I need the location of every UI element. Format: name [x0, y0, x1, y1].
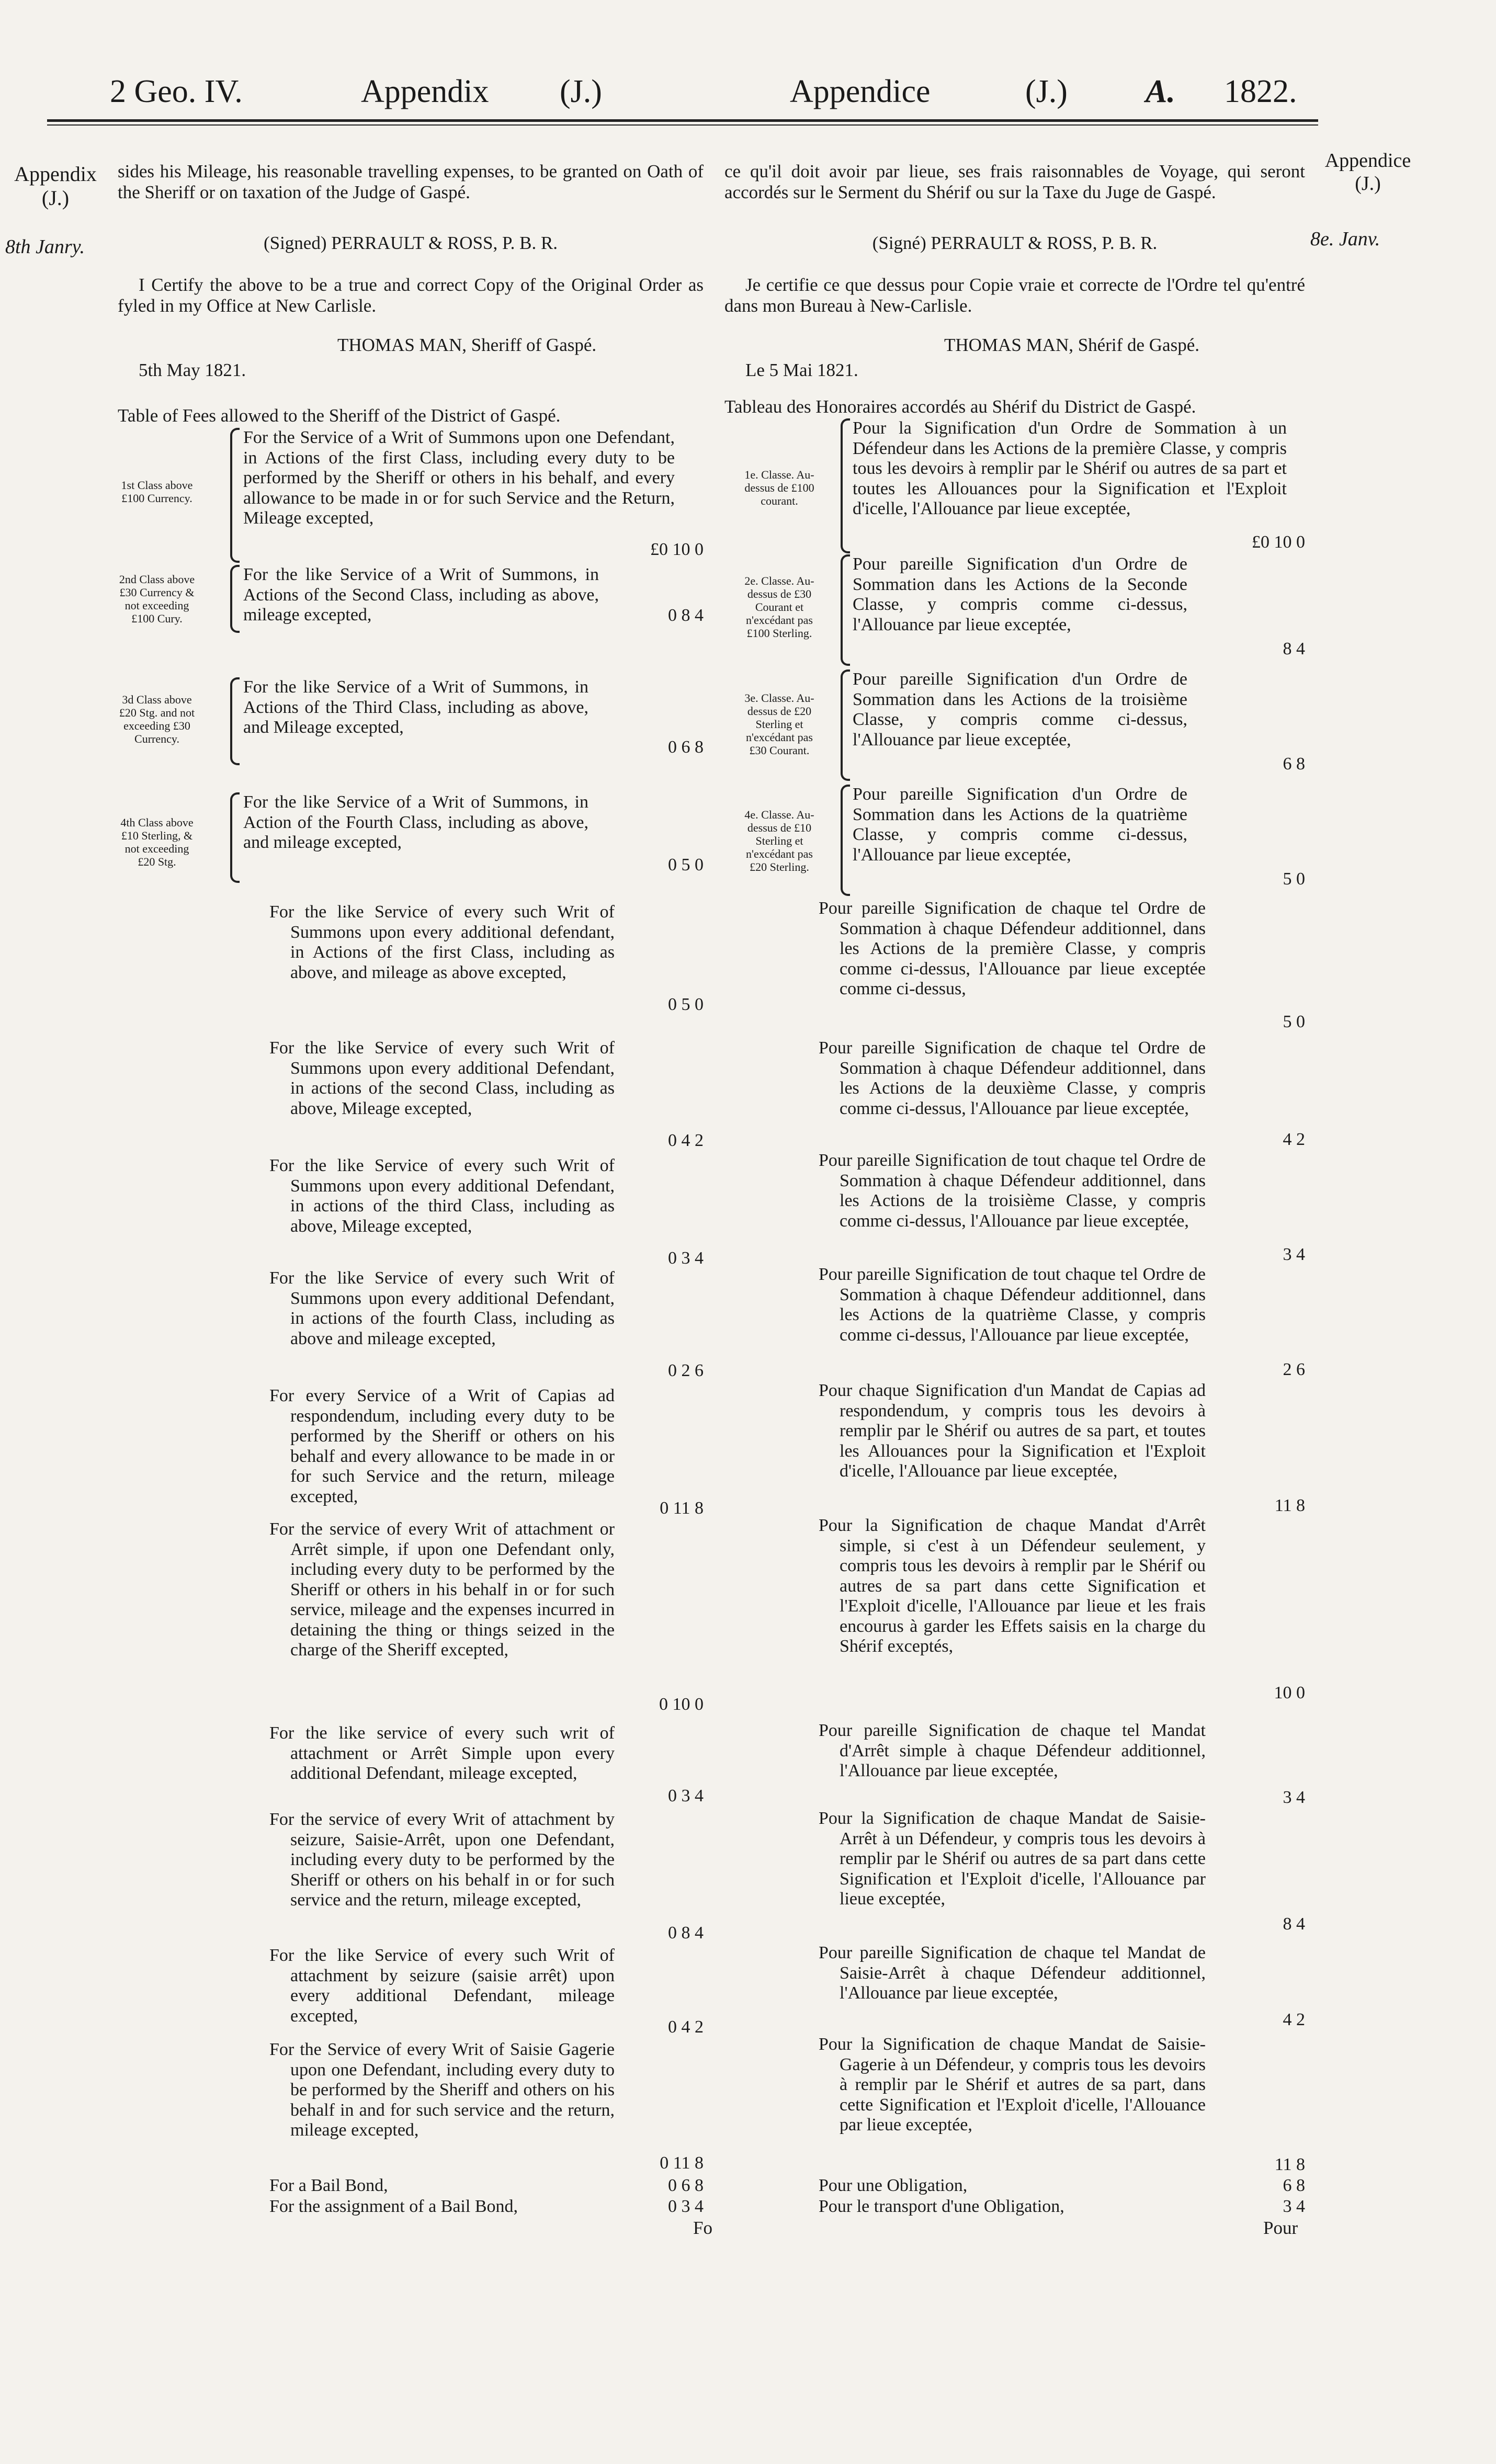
fr-date: Le 5 Mai 1821. — [745, 360, 858, 380]
brace — [230, 565, 240, 633]
fr-class-label: 3e. Classe. Au-dessus de £20 Sterling et n'excédant pas £30 Courant. — [744, 691, 814, 757]
en-fee-entry: For the like Service of every such Writ of Summons upon every additional defendant, in Actions of the first Class, including as above, and mileage as above excepted, — [269, 902, 615, 982]
fr-fee-entry: Pour pareille Signification de tout chaque tel Ordre de Sommation à chaque Défendeur additionnel, dans les Actions de la quatrième Classe, y compris comme ci-dessus, l'Allouance par lieue exceptée, — [819, 1265, 1206, 1345]
en-fee-entry: For the like Service of every such Writ of Summons upon every additional Defendant, in actions of the fourth Class, including as above and mileage excepted, — [269, 1268, 615, 1348]
brace — [230, 428, 240, 563]
fr-class-entry: Pour pareille Signification d'un Ordre de Sommation dans les Actions de la troisième Classe, y compris comme ci-dessus, l'Allouance par lieue exceptée, — [853, 669, 1187, 750]
fr-fee-amount: 10 0 — [1274, 1683, 1305, 1702]
fr-fee-amount: 11 8 — [1274, 1496, 1305, 1515]
fr-fee-amount: 6 8 — [1283, 2176, 1305, 2195]
margin-right-title: Appendice — [1324, 150, 1411, 172]
fr-fee-amount: 8 4 — [1283, 1914, 1305, 1934]
en-class-label: 2nd Class above £30 Currency & not exceeding £100 Cury. — [119, 573, 195, 625]
en-fee-amount: 0 8 4 — [668, 1923, 704, 1943]
fr-certify: Je certifie ce que dessus pour Copie vraie et correcte de l'Ordre tel qu'entré dans mon Bureau à New-Carlisle. — [724, 275, 1305, 316]
appendix-fr: Appendice — [790, 74, 931, 109]
fr-fee-amount: 2 6 — [1283, 1360, 1305, 1379]
fr-class-amount: 5 0 — [1283, 869, 1305, 889]
brace — [230, 792, 240, 883]
fr-fee-entry: Pour la Signification de chaque Mandat de Saisie-Gagerie à un Défendeur, y compris tous les devoirs à remplir par le Shérif et autres de sa part, dans cette Signification et l'Exploit d'icelle, l'Allouance par lieue exceptée, — [819, 2035, 1206, 2134]
fr-class-entry: Pour pareille Signification d'un Ordre de Sommation dans les Actions de la Seconde Classe, y compris comme ci-dessus, l'Allouance par lieue exceptée, — [853, 554, 1187, 634]
fr-table-title: Tableau des Honoraires accordés au Shérif du District de Gaspé. — [724, 396, 1196, 417]
brace — [841, 785, 850, 896]
fr-fee-entry: Pour le transport d'une Obligation, — [819, 2197, 1064, 2216]
brace — [841, 418, 850, 553]
en-sheriff: THOMAS MAN, Sheriff of Gaspé. — [337, 335, 597, 355]
year: 1822. — [1224, 74, 1297, 109]
fr-fee-entry: Pour la Signification de chaque Mandat d'Arrêt simple, si c'est à un Défendeur seulement, y compris tous les devoirs à remplir par le Shérif ou autres de sa part dans cette Signification et l'Exploit d'icelle, l'Allouance par lieue et les frais encourus à garder les Effets saisis en la charge du Shérif exceptés, — [819, 1516, 1206, 1656]
fr-intro: ce qu'il doit avoir par lieue, ses frais raisonnables de Voyage, qui seront accordés sur le Serment du Shérif ou sur la Taxe du Juge de Gaspé. — [724, 161, 1305, 202]
fr-fee-amount: 4 2 — [1283, 1130, 1305, 1149]
fr-class-entry: Pour pareille Signification d'un Ordre de Sommation dans les Actions de la quatrième Classe, y compris comme ci-dessus, l'Allouance par lieue exceptée, — [853, 785, 1187, 865]
fr-fee-entry: Pour pareille Signification de chaque tel Mandat de Saisie-Arrêt à chaque Défendeur additionnel, l'Allouance par lieue exceptée, — [819, 1943, 1206, 2003]
en-fee-entry: For the like Service of every such Writ of attachment by seizure (saisie arrêt) upon every additional Defendant, mileage excepted, — [269, 1946, 615, 2026]
en-fee-amount: 0 10 0 — [659, 1695, 704, 1714]
margin-left-date: 8th Janry. — [5, 236, 85, 258]
fr-fee-entry: Pour chaque Signification d'un Mandat de Capias ad respondendum, y compris tous les devoirs à remplir par le Shérif ou autres de sa part, et toutes les Allouances pour la Signification et l'Exploit d'icelle, l'Allouance par lieue exceptée, — [819, 1381, 1206, 1481]
en-fee-entry: For the service of every Writ of attachment by seizure, Saisie-Arrêt, upon one Defendant, including every duty to be performed by the Sheriff or others on his behalf in or for such service and the return, mileage excepted, — [269, 1810, 615, 1910]
fr-class-label: 4e. Classe. Au-dessus de £10 Sterling et n'excédant pas £20 Sterling. — [744, 808, 814, 873]
fr-fee-entry: Pour pareille Signification de chaque tel Mandat d'Arrêt simple à chaque Défendeur additionnel, l'Allouance par lieue exceptée, — [819, 1721, 1206, 1780]
en-fee-entry: For the assignment of a Bail Bond, — [269, 2197, 518, 2216]
header-rule-thin — [47, 124, 1318, 126]
brace — [230, 677, 240, 765]
fr-class-entry: Pour la Signification d'un Ordre de Sommation à un Défendeur dans les Actions de la première Classe, y compris tous les devoirs à remplir par le Shérif ou autres de sa part et toutes les Allouances pour la Signification et l'Exploit d'icelle, l'Allouance par lieue exceptée, — [853, 418, 1287, 518]
fr-class-amount: 8 4 — [1283, 639, 1305, 658]
fr-fee-amount: 3 4 — [1283, 1788, 1305, 1807]
en-class-amount: £0 10 0 — [650, 540, 704, 559]
fr-fee-entry: Pour la Signification de chaque Mandat de Saisie-Arrêt à un Défendeur, y compris tous les devoirs à remplir par le Shérif ou autres de sa part dans cette Signification et l'Exploit d'icelle, l'Allouance par lieue exceptée, — [819, 1809, 1206, 1909]
fr-class-amount: 6 8 — [1283, 754, 1305, 774]
en-date: 5th May 1821. — [139, 360, 246, 380]
en-fee-amount: 0 11 8 — [660, 2153, 704, 2173]
fr-class-amount: £0 10 0 — [1252, 532, 1305, 552]
appendix-en-letter: (J.) — [560, 74, 602, 109]
en-fee-amount: 0 3 4 — [668, 2197, 704, 2216]
en-class-entry: For the like Service of a Writ of Summons, in Actions of the Third Class, including as above, and Mileage excepted, — [243, 677, 588, 737]
reign: 2 Geo. IV. — [110, 74, 243, 109]
en-fee-amount: 0 11 8 — [660, 1498, 704, 1518]
fr-fee-entry: Pour pareille Signification de tout chaque tel Ordre de Sommation à chaque Défendeur additionnel, dans les Actions de la troisième Classe, y compris comme ci-dessus, l'Allouance par lieue exceptée, — [819, 1151, 1206, 1231]
en-class-label: 1st Class above £100 Currency. — [121, 479, 193, 505]
en-fee-entry: For every Service of a Writ of Capias ad respondendum, including every duty to be performed by the Sheriff or others on his behalf and every allowance to be made in or for such Service and the return, mileage excepted, — [269, 1386, 615, 1506]
en-fee-amount: 0 3 4 — [668, 1248, 704, 1268]
en-fee-amount: 0 3 4 — [668, 1786, 704, 1806]
en-fee-amount: 0 4 2 — [668, 2017, 704, 2037]
en-fee-entry: For a Bail Bond, — [269, 2176, 388, 2195]
en-fee-amount: 0 5 0 — [668, 995, 704, 1014]
margin-right-date: 8e. Janv. — [1310, 228, 1380, 250]
margin-right-letter: (J.) — [1355, 173, 1381, 195]
page-letter: A. — [1146, 74, 1175, 109]
fr-fee-entry: Pour pareille Signification de chaque tel Ordre de Sommation à chaque Défendeur additionnel, dans les Actions de la première Classe, y compris comme ci-dessus, l'Allouance par lieue exceptée comme ci-dessus, — [819, 899, 1206, 998]
en-table-title: Table of Fees allowed to the Sheriff of the District of Gaspé. — [118, 405, 561, 426]
brace — [841, 554, 850, 666]
en-fee-amount: 0 6 8 — [668, 2176, 704, 2195]
en-fee-amount: 0 4 2 — [668, 1131, 704, 1150]
en-catchword: Fo — [693, 2218, 712, 2238]
fr-class-label: 2e. Classe. Au-dessus de £30 Courant et n'excédant pas £100 Sterling. — [744, 574, 814, 640]
running-header — [0, 73, 1496, 110]
margin-left-letter: (J.) — [41, 186, 70, 210]
en-certify: I Certify the above to be a true and correct Copy of the Original Order as fyled in my Office at New Carlisle. — [118, 275, 704, 316]
fr-class-label: 1e. Classe. Au-dessus de £100 courant. — [744, 468, 814, 507]
fr-fee-entry: Pour pareille Signification de chaque tel Ordre de Sommation à chaque Défendeur additionnel, dans les Actions de la deuxième Classe, y compris comme ci-dessus, l'Allouance par lieue exceptée, — [819, 1038, 1206, 1118]
en-class-entry: For the like Service of a Writ of Summons, in Action of the Fourth Class, including as above, and mileage excepted, — [243, 792, 588, 852]
fr-fee-entry: Pour une Obligation, — [819, 2176, 968, 2195]
fr-catchword: Pour — [1263, 2218, 1298, 2238]
en-fee-entry: For the service of every Writ of attachment or Arrêt simple, if upon one Defendant only, including every duty to be performed by the Sheriff or others in his behalf in or for such service, mileage and the expenses incurred in detaining the thing or things seized in the charge of the Sheriff excepted, — [269, 1519, 615, 1660]
appendix-en: Appendix — [361, 74, 489, 109]
en-fee-entry: For the like Service of every such Writ of Summons upon every additional Defendant, in actions of the second Class, including as above, Mileage excepted, — [269, 1038, 615, 1118]
en-class-amount: 0 5 0 — [668, 855, 704, 875]
appendix-fr-letter: (J.) — [1025, 74, 1068, 109]
en-intro: sides his Mileage, his reasonable travelling expenses, to be granted on Oath of the Sheriff or on taxation of the Judge of Gaspé. — [118, 161, 704, 202]
en-class-label: 3d Class above £20 Stg. and not exceeding £30 Currency. — [119, 693, 195, 745]
en-fee-entry: For the like Service of every such Writ of Summons upon every additional Defendant, in actions of the third Class, including as above, Mileage excepted, — [269, 1156, 615, 1236]
margin-left-title: Appendix — [14, 162, 97, 186]
en-class-entry: For the like Service of a Writ of Summons, in Actions of the Second Class, including as above, mileage excepted, — [243, 565, 599, 624]
en-class-entry: For the Service of a Writ of Summons upon one Defendant, in Actions of the first Class, including every duty to be performed by the Sheriff or others in his behalf, and every allowance to be made in or for such Service and the Return, Mileage excepted, — [243, 428, 675, 528]
header-rule — [47, 119, 1318, 122]
brace — [841, 669, 850, 781]
fr-sheriff: THOMAS MAN, Shérif de Gaspé. — [944, 335, 1200, 355]
fr-fee-amount: 11 8 — [1274, 2155, 1305, 2174]
en-fee-entry: For the like service of every such writ of attachment or Arrêt Simple upon every additional Defendant, mileage excepted, — [269, 1723, 615, 1783]
en-class-amount: 0 6 8 — [668, 737, 704, 757]
fr-fee-amount: 5 0 — [1283, 1012, 1305, 1031]
en-signed: (Signed) PERRAULT & ROSS, P. B. R. — [263, 233, 558, 253]
en-class-amount: 0 8 4 — [668, 606, 704, 625]
en-fee-amount: 0 2 6 — [668, 1361, 704, 1380]
en-fee-entry: For the Service of every Writ of Saisie Gagerie upon one Defendant, including every duty to be performed by the Sheriff and others on his behalf in and for such service and the return, mileage excepted, — [269, 2040, 615, 2140]
fr-fee-amount: 3 4 — [1283, 1245, 1305, 1264]
en-class-label: 4th Class above £10 Sterling, & not exceeding £20 Stg. — [120, 816, 194, 868]
fr-fee-amount: 4 2 — [1283, 2010, 1305, 2029]
fr-fee-amount: 3 4 — [1283, 2197, 1305, 2216]
fr-signed: (Signé) PERRAULT & ROSS, P. B. R. — [872, 233, 1158, 253]
